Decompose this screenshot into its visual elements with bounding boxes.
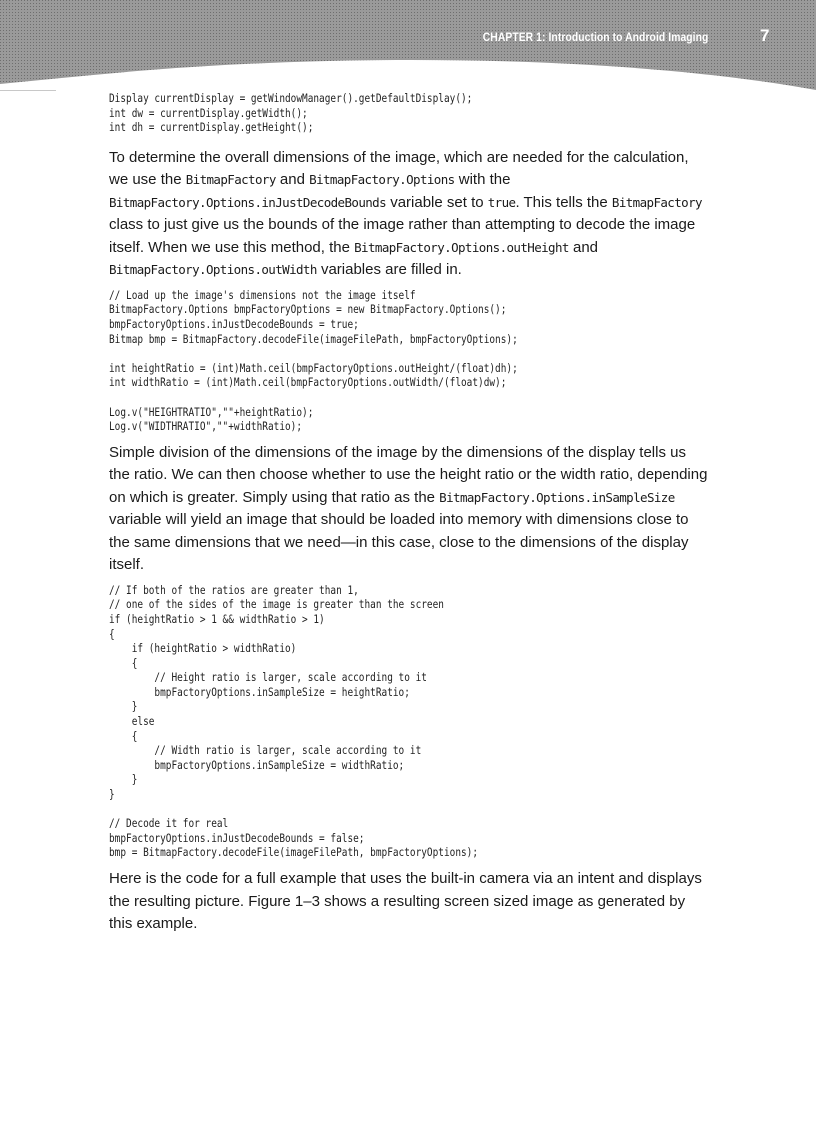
text-run: variable will yield an image that should be loaded into memory with dimensions close to the same dimensions that we need—in this case, close to the dimensions of the display itself. — [109, 511, 689, 574]
text-run: To determine the overall dimensions of the image, which are needed for the calculation, we use the — [109, 148, 689, 189]
inline-code: BitmapFactory.Options.outHeight — [354, 239, 569, 255]
paragraph-full-example-intro: Here is the code for a full example that uses the built-in camera via an intent and displays the resulting picture. Figure 1–3 shows a resulting screen sized image as generated by this example. — [109, 870, 702, 932]
inline-code: BitmapFactory.Options.inJustDecodeBounds — [109, 194, 387, 210]
text-run: with the — [454, 171, 511, 189]
text-run: class to just give us the bounds of the image rather than attempting to decode the image itself. When we use this method, the — [109, 216, 696, 256]
code-block-decode-bounds: // Load up the image's dimensions not the image itself BitmapFactory.Options bmpFactoryOptions = new BitmapFactory.Options(); bmpFactoryOptions.inJustDecodeBounds = true; Bitmap bmp = BitmapFactory.decodeFile(imageFilePath, bmpFactoryOptions); int heightRatio = (int)Math.ceil(bmpFactoryOptions.outHeight/(float)dh); int widthRatio = (int)Math.ceil(bmpFactoryOptions.outWidth/(float)dw); Log.v("HEIGHTRATIO",""+heightRatio); Log.v("WIDTHRATIO",""+widthRatio); — [109, 287, 518, 434]
header-band-shape — [0, 0, 816, 92]
page-number: 7 — [760, 26, 770, 45]
chapter-header-band — [0, 0, 816, 92]
inline-code: BitmapFactory.Options — [309, 172, 455, 188]
text-run: Simple division of the dimensions of the image by the dimensions of the display tells us the ratio. We can then choose whether to use the height ratio or the width ratio, depending on which is greater. Simply using that ratio as the — [109, 443, 708, 506]
inline-code: BitmapFactory.Options.outWidth — [109, 262, 317, 278]
text-run: . This tells the — [515, 193, 612, 211]
margin-rule — [0, 90, 56, 91]
text-run: and — [275, 171, 310, 189]
inline-code: BitmapFactory — [185, 172, 276, 188]
text-run: and — [568, 238, 599, 256]
inline-code: true — [487, 194, 516, 210]
paragraph-bounds-explanation — [109, 147, 709, 282]
paragraph-ratio-explanation — [109, 442, 709, 577]
inline-code: BitmapFactory — [611, 194, 702, 210]
text-run: variables are filled in. — [316, 261, 462, 279]
text-run: variable set to — [386, 193, 488, 211]
inline-code: BitmapFactory.Options.inSampleSize — [439, 489, 675, 505]
code-block-display-dimensions: Display currentDisplay = getWindowManager().getDefaultDisplay(); int dw = currentDisplay.getWidth(); int dh = currentDisplay.getHeight(); — [109, 91, 473, 135]
chapter-title: CHAPTER 1: Introduction to Android Imaging — [482, 30, 708, 44]
code-block-sample-size: // If both of the ratios are greater than 1, // one of the sides of the image is greater than the screen if (heightRatio > 1 && widthRatio > 1) { if (heightRatio > widthRatio) { // Height ratio is larger, scale according to it bmpFactoryOptions.inSampleSize = heightRatio; } else { // Width ratio is larger, scale according to it bmpFactoryOptions.inSampleSize = widthRatio; } } // Decode it for real bmpFactoryOptions.inJustDecodeBounds = false; bmp = BitmapFactory.decodeFile(imageFilePath, bmpFactoryOptions); — [109, 582, 479, 860]
page-content — [109, 91, 709, 936]
